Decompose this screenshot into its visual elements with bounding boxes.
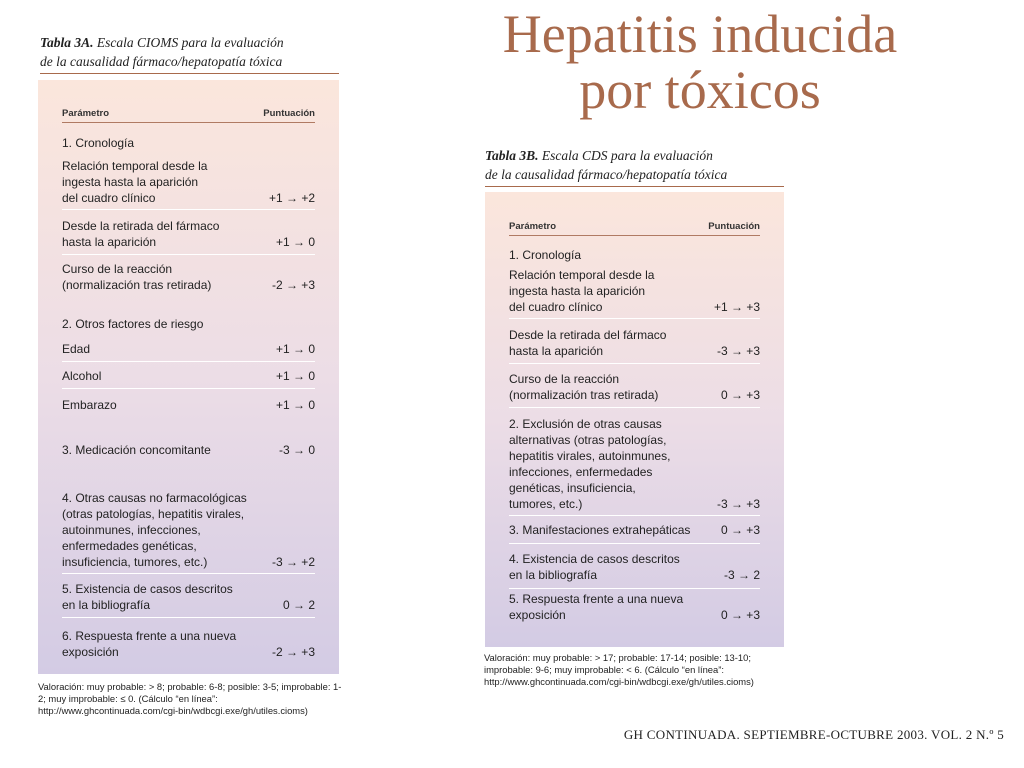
- table-b-caption-label: Tabla 3B.: [485, 148, 539, 163]
- table-b-score: -3 → 2: [723, 568, 760, 582]
- table-b-caption-line1: Escala CDS para la evaluación: [541, 148, 713, 163]
- table-b-footnote: Valoración: muy probable: > 17; probable: 17-14; posible: 13-10; improbable: 9-6; muy improbable: < 6. (Cálculo “en línea”: http://www.ghcontinuada.com/cgi-bin/wdbcgi.exe/gh/utiles.cioms): [484, 652, 754, 687]
- table-a-score: -2 → +3: [271, 645, 315, 659]
- table-row: [62, 574, 315, 618]
- table-a-param: 5. Existencia de casos descritos en la bibliografía: [62, 582, 233, 612]
- table-b-score: 0 → +3: [720, 388, 760, 402]
- table-b-param: Desde la retirada del fármaco hasta la aparición: [509, 328, 667, 358]
- page-title: [420, 6, 980, 118]
- page-title-line1: Hepatitis inducida: [502, 4, 898, 64]
- table-row: [62, 362, 315, 389]
- table-a-param: Embarazo: [62, 398, 117, 412]
- table-b-param: 2. Exclusión de otras causas alternativas (otras patologías, hepatitis virales, autoinmunes, infecciones, enfermedades genéticas, insuficiencia, tumores, etc.): [509, 417, 671, 511]
- table-row: [62, 618, 315, 664]
- table-a-header-score: Puntuación: [263, 108, 315, 119]
- table-b-header-param: Parámetro: [509, 221, 556, 232]
- table-b-score: -3 → +3: [716, 344, 760, 358]
- table-a-caption-line1: Escala CIOMS para la evaluación: [96, 35, 284, 50]
- table-a-score: +1 → 0: [275, 342, 315, 356]
- table-b-param: 3. Manifestaciones extrahepáticas: [509, 523, 691, 537]
- table-b-score: 0 → +3: [720, 608, 760, 622]
- table-a: [38, 80, 339, 674]
- table-b-param: Relación temporal desde la ingesta hasta la aparición del cuadro clínico: [509, 268, 655, 314]
- table-a-param: Relación temporal desde la ingesta hasta la aparición del cuadro clínico: [62, 159, 208, 205]
- table-row: [509, 263, 760, 319]
- table-row: [62, 417, 315, 462]
- table-row: [62, 389, 315, 417]
- table-b-param: 5. Respuesta frente a una nueva exposición: [509, 592, 684, 622]
- table-row: [62, 335, 315, 362]
- table-row: [509, 236, 760, 263]
- table-a-score: -2 → +3: [271, 278, 315, 292]
- table-row: [509, 408, 760, 516]
- table-b: [485, 192, 784, 647]
- table-a-caption-label: Tabla 3A.: [40, 35, 94, 50]
- table-row: [62, 255, 315, 295]
- table-row: [509, 319, 760, 364]
- table-a-param: Desde la retirada del fármaco hasta la aparición: [62, 219, 220, 249]
- table-b-score: +1 → +3: [713, 300, 760, 314]
- table-row: [509, 516, 760, 544]
- table-row: [62, 210, 315, 255]
- table-b-header-score: Puntuación: [708, 221, 760, 232]
- table-b-param: 4. Existencia de casos descritos en la bibliografía: [509, 552, 680, 582]
- table-a-caption: [40, 33, 339, 74]
- table-a-param: 4. Otras causas no farmacológicas (otras patologías, hepatitis virales, autoinmunes, infecciones, enfermedades genéticas, insuficiencia, tumores, etc.): [62, 491, 247, 569]
- table-a-score: +1 → 0: [275, 369, 315, 383]
- table-b-header: [509, 192, 760, 236]
- table-a-header-param: Parámetro: [62, 108, 109, 119]
- table-a-score: -3 → 0: [278, 443, 315, 457]
- table-row: [62, 123, 315, 151]
- table-row: [509, 544, 760, 589]
- table-a-caption-line2: de la causalidad fármaco/hepatopatía tóxica: [40, 54, 283, 69]
- table-row: [62, 462, 315, 574]
- table-a-param: 6. Respuesta frente a una nueva exposición: [62, 629, 237, 659]
- table-b-score: -3 → +3: [716, 497, 760, 511]
- table-row: [509, 589, 760, 635]
- table-a-param: 2. Otros factores de riesgo: [62, 317, 204, 331]
- table-a-param: 3. Medicación concomitante: [62, 443, 211, 457]
- journal-footer: GH CONTINUADA. SEPTIEMBRE-OCTUBRE 2003. VOL. 2 N.º 5: [623, 727, 1004, 742]
- table-b-param: 1. Cronología: [509, 248, 582, 262]
- table-b-caption: [485, 146, 784, 187]
- table-a-param: Edad: [62, 342, 91, 356]
- table-a-score: +1 → 0: [275, 235, 315, 249]
- table-a-score: +1 → 0: [275, 398, 315, 412]
- table-a-header: [62, 80, 315, 123]
- table-row: [509, 364, 760, 408]
- table-a-score: 0 → 2: [282, 598, 315, 612]
- table-row: [62, 295, 315, 335]
- table-b-score: 0 → +3: [720, 523, 760, 537]
- table-a-param: Alcohol: [62, 369, 102, 383]
- page-title-line2: por tóxicos: [579, 60, 821, 120]
- table-a-param: 1. Cronología: [62, 136, 135, 150]
- table-b-caption-line2: de la causalidad fármaco/hepatopatía tóxica: [485, 167, 728, 182]
- table-b-param: Curso de la reacción (normalización tras retirada): [509, 372, 659, 402]
- table-a-param: Curso de la reacción (normalización tras retirada): [62, 262, 212, 292]
- table-a-footnote: Valoración: muy probable: > 8; probable: 6-8; posible: 3-5; improbable: 1-2; muy improbable: ≤ 0. (Cálculo “en línea”: http://www.ghcontinuada.com/cgi-bin/wdbcgi.exe/gh/utiles.cioms): [38, 681, 342, 716]
- table-a-score: -3 → +2: [271, 555, 315, 569]
- table-row: [62, 151, 315, 210]
- table-a-score: +1 → +2: [268, 191, 315, 205]
